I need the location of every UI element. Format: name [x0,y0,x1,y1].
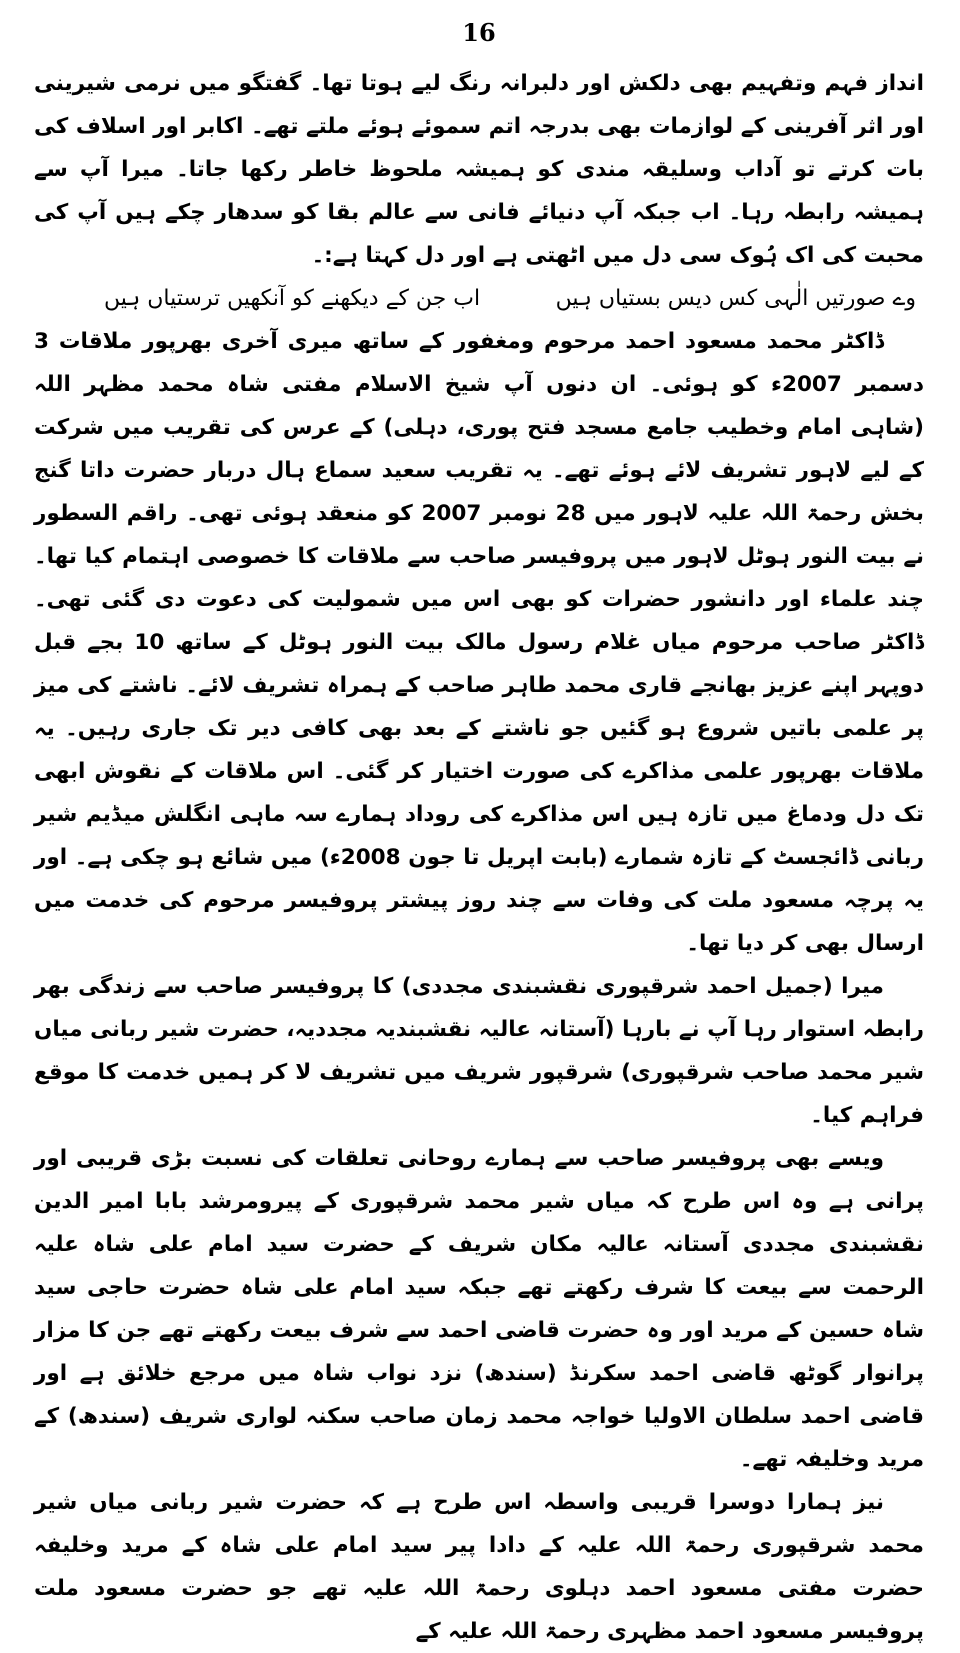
couplet-first-line: وے صورتیں الٰہی کس دیس بستیاں ہیں [555,286,916,311]
paragraph-intro: انداز فہم وتفہیم بھی دلکش اور دلبرانہ رنگ لیے ہوتا تھا۔ گفتگو میں نرمی شیرینی اور اثر آفرینی کے لوازمات بھی بدرجہ اتم سموئے ہوئے ملتے تھے۔ اکابر اور اسلاف کی بات کرتے تو آداب وسلیقہ مندی کو ہمیشہ ملحوظ خاطر رکھا جاتا۔ میرا آپ سے ہمیشہ رابطہ رہا۔ اب جبکہ آپ دنیائے فانی سے عالم بقا کو سدھار چکے ہیں آپ کی محبت کی اک ہُوک سی دل میں اٹھتی ہے اور دل کہتا ہے:۔ [34,71,924,268]
paragraph-second-connection: نیز ہمارا دوسرا قریبی واسطہ اس طرح ہے کہ حضرت شیر ربانی میاں شیر محمد شرقپوری رحمۃ اللہ علیہ کے دادا پیر سید امام علی شاہ کے مرید وخلیفہ حضرت مفتی مسعود احمد دہلوی رحمۃ اللہ علیہ تھے جو حضرت مسعود ملت پروفیسر مسعود احمد مظہری رحمۃ اللہ علیہ کے [34,1490,924,1644]
page-number: 16 [462,18,496,47]
paragraph-last-meeting: ڈاکٹر محمد مسعود احمد مرحوم ومغفور کے ساتھ میری آخری بھرپور ملاقات 3 دسمبر 2007ء کو ہوئی۔ ان دنوں آپ شیخ الاسلام مفتی شاہ محمد مظہر اللہ (شاہی امام وخطیب جامع مسجد فتح پوری، دہلی) کے عرس کی تقریب میں شرکت کے لیے لاہور تشریف لائے ہوئے تھے۔ یہ تقریب سعید سماع ہال دربار حضرت داتا گنج بخش رحمۃ اللہ علیہ لاہور میں 28 نومبر 2007 کو منعقد ہوئی تھی۔ راقم السطور نے بیت النور ہوٹل لاہور میں پروفیسر صاحب سے ملاقات کا خصوصی اہتمام کیا تھا۔ چند علماء اور دانشور حضرات کو بھی اس میں شمولیت کی دعوت دی گئی تھی۔ ڈاکٹر صاحب مرحوم میاں غلام رسول مالک بیت النور ہوٹل کے ساتھ 10 بجے قبل دوپہر اپنے عزیز بھانجے قاری محمد طاہر صاحب کے ہمراہ تشریف لائے۔ ناشتے کی میز پر علمی باتیں شروع ہو گئیں جو ناشتے کے بعد بھی کافی دیر تک جاری رہیں۔ یہ ملاقات بھرپور علمی مذاکرے کی صورت اختیار کر گئی۔ اس ملاقات کے نقوش ابھی تک دل ودماغ میں تازہ ہیں اس مذاکرے کی روداد ہمارے سہ ماہی انگلش میڈیم شیر ربانی ڈائجسٹ کے تازہ شمارے (بابت اپریل تا جون 2008ء) میں شائع ہو چکی ہے۔ اور یہ پرچہ مسعود ملت کی وفات سے چند روز پیشتر پروفیسر مرحوم کی خدمت میں ارسال بھی کر دیا تھا۔ [34,329,924,956]
paragraph-author-relation: میرا (جمیل احمد شرقپوری نقشبندی مجددی) کا پروفیسر صاحب سے زندگی بھر رابطہ استوار رہا آپ نے بارہا (آستانہ عالیہ نقشبندیہ مجددیہ، حضرت شیر ربانی میاں شیر محمد صاحب شرقپوری) شرقپور شریف میں تشریف لا کر ہمیں خدمت کا موقع فراہم کیا۔ [34,974,924,1128]
paragraph-spiritual-lineage: ویسے بھی پروفیسر صاحب سے ہمارے روحانی تعلقات کی نسبت بڑی قریبی اور پرانی ہے وہ اس طرح کہ میاں شیر محمد شرقپوری کے پیرومرشد بابا امیر الدین نقشبندی مجددی آستانہ عالیہ مکان شریف کے حضرت سید امام علی شاہ علیہ الرحمت سے بیعت کا شرف رکھتے تھے جبکہ سید امام علی شاہ حضرت حاجی سید شاہ حسین کے مرید اور وہ حضرت قاضی احمد سے شرف بیعت رکھتے تھے جن کا مزار پرانوار گوٹھ قاضی احمد سکرنڈ (سندھ) نزد نواب شاہ میں مرجع خلائق ہے اور قاضی احمد سلطان الاولیا خواجہ محمد زمان صاحب سکنہ لواری شریف (سندھ) کے مرید وخلیفہ تھے۔ [34,1146,924,1472]
page-body [34,62,924,1653]
couplet-second-line: اب جن کے دیکھنے کو آنکھیں ترستیاں ہیں [104,286,481,311]
poetry-couplet [34,277,924,320]
